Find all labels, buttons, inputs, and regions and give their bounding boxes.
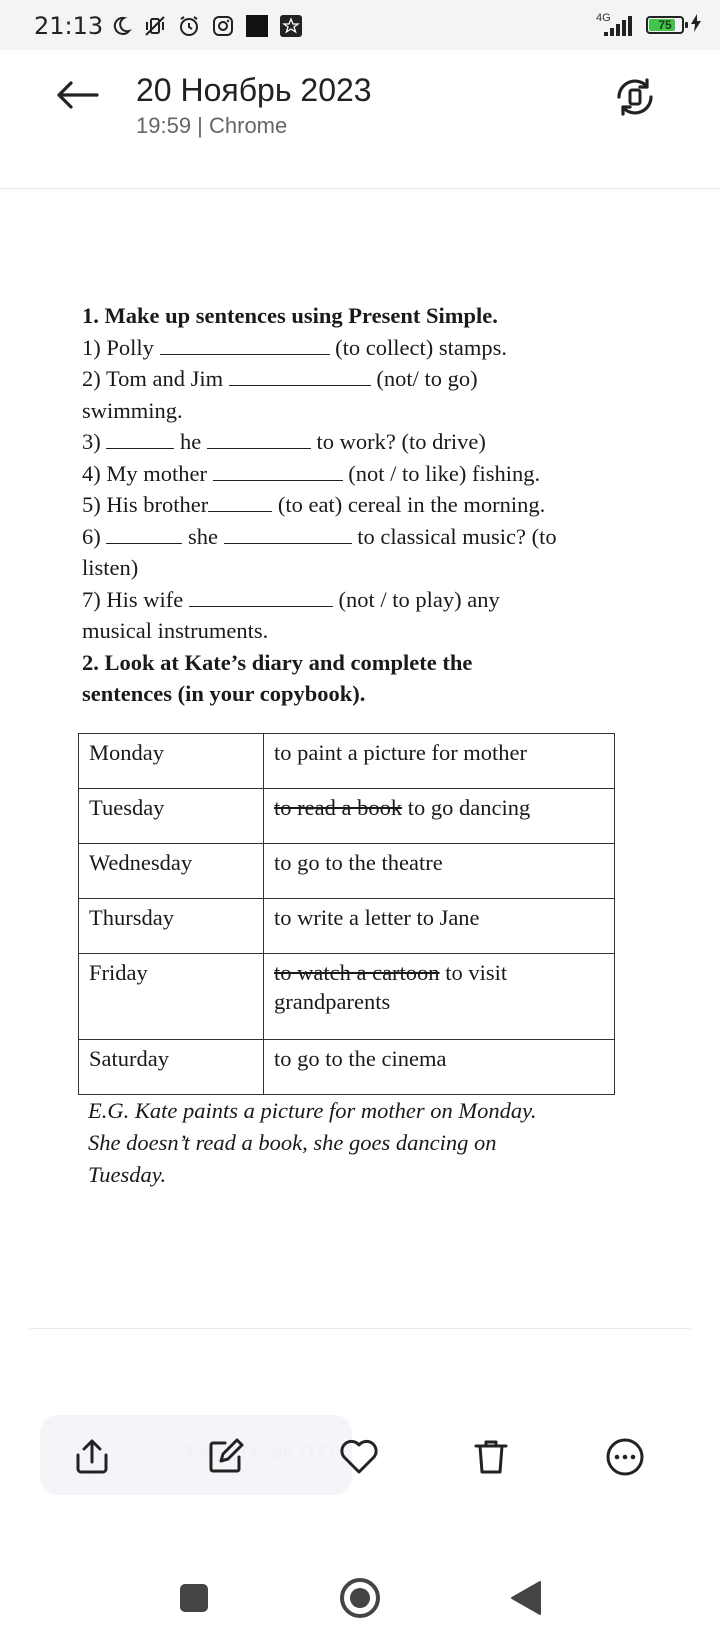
muted-vibrate-icon: [142, 13, 168, 39]
table-row: [79, 954, 615, 1040]
more-button[interactable]: [600, 1432, 650, 1482]
sentence-3: 3) he to work? (to drive): [82, 429, 486, 454]
sentence-5: 5) His brother (to eat) cereal in the morning.: [82, 492, 546, 517]
heart-icon: [338, 1437, 380, 1477]
status-time: 21:13: [34, 12, 104, 40]
exercise-1-title: 1. Make up sentences using Present Simple.: [82, 303, 498, 328]
square-icon: [178, 1582, 210, 1614]
status-icons: [108, 13, 304, 39]
diary-day: Saturday: [79, 1040, 264, 1095]
example-text: [88, 1095, 688, 1191]
trash-icon: [471, 1437, 511, 1477]
share-icon: [72, 1437, 112, 1477]
star-app-icon: [278, 13, 304, 39]
table-row: [79, 1040, 615, 1095]
signal-icon: 4G: [596, 12, 640, 38]
delete-button[interactable]: [466, 1432, 516, 1482]
moon-icon: [108, 13, 134, 39]
sentence-6-cont: listen): [82, 555, 139, 580]
back-triangle-icon: [510, 1580, 542, 1616]
back-button[interactable]: [54, 72, 100, 118]
table-row: [79, 899, 615, 954]
table-row: [79, 734, 615, 789]
status-right: [596, 12, 702, 38]
divider: [30, 1328, 690, 1329]
sentence-1: 1) Polly (to collect) stamps.: [82, 334, 507, 360]
table-row: [79, 844, 615, 899]
watermark-text: ЗаНЯТЬ ФОТО: [180, 1441, 335, 1466]
more-icon: [604, 1436, 646, 1478]
sentence-2-cont: swimming.: [82, 397, 183, 423]
charging-icon: [690, 13, 702, 38]
status-bar: [0, 0, 720, 50]
diary-task: to read a book to go dancing: [264, 789, 615, 844]
table-row: [79, 789, 615, 844]
sentence-7-cont: musical instruments.: [82, 618, 269, 643]
diary-day: Wednesday: [79, 844, 264, 899]
app-square-icon: [244, 13, 270, 39]
battery-icon: 75: [646, 16, 684, 34]
worksheet-image: [82, 300, 662, 710]
edit-button[interactable]: [200, 1432, 250, 1482]
exercise-2-title-cont: sentences (in your copybook).: [82, 681, 366, 706]
example-line: She doesn’t read a book, she goes dancing on: [88, 1130, 497, 1155]
sentence-7: 7) His wife (not / to play) any: [82, 586, 500, 612]
favorite-button[interactable]: [334, 1432, 384, 1482]
sentence-2: 2) Tom and Jim (not/ to go): [82, 366, 478, 391]
diary-day: Friday: [79, 954, 264, 1040]
sentence-4: 4) My mother (not / to like) fishing.: [82, 460, 541, 486]
edit-icon: [205, 1437, 245, 1477]
home-button[interactable]: [330, 1568, 390, 1628]
recents-button[interactable]: [164, 1568, 224, 1628]
diary-task: to paint a picture for mother: [264, 734, 615, 789]
action-bar: [0, 1432, 720, 1492]
diary-task: to go to the theatre: [264, 844, 615, 899]
diary-task: to watch a cartoon to visit grandparents: [264, 954, 615, 1040]
arrow-left-icon: [55, 80, 99, 110]
exercise-2-title: 2. Look at Kate’s diary and complete the: [82, 649, 473, 675]
rotate-button[interactable]: [612, 74, 658, 120]
instagram-icon: [210, 13, 236, 39]
diary-task: to go to the cinema: [264, 1040, 615, 1095]
navigation-bar: [0, 1568, 720, 1634]
sentence-6: 6) she to classical music? (to: [82, 523, 557, 549]
page-title: 20 Ноябрь 2023: [136, 72, 372, 108]
diary-day: Monday: [79, 734, 264, 789]
back-nav-button[interactable]: [496, 1568, 556, 1628]
diary-day: Tuesday: [79, 789, 264, 844]
example-line: E.G. Kate paints a picture for mother on Monday.: [88, 1098, 537, 1123]
diary-day: Thursday: [79, 899, 264, 954]
share-button[interactable]: [67, 1432, 117, 1482]
alarm-icon: [176, 13, 202, 39]
example-line: Tuesday.: [88, 1162, 167, 1187]
home-circle-icon: [338, 1576, 382, 1620]
page-subtitle: 19:59 | Chrome: [136, 113, 288, 138]
diary-table: [78, 733, 615, 1095]
diary-task: to write a letter to Jane: [264, 899, 615, 954]
rotate-icon: [613, 75, 657, 119]
